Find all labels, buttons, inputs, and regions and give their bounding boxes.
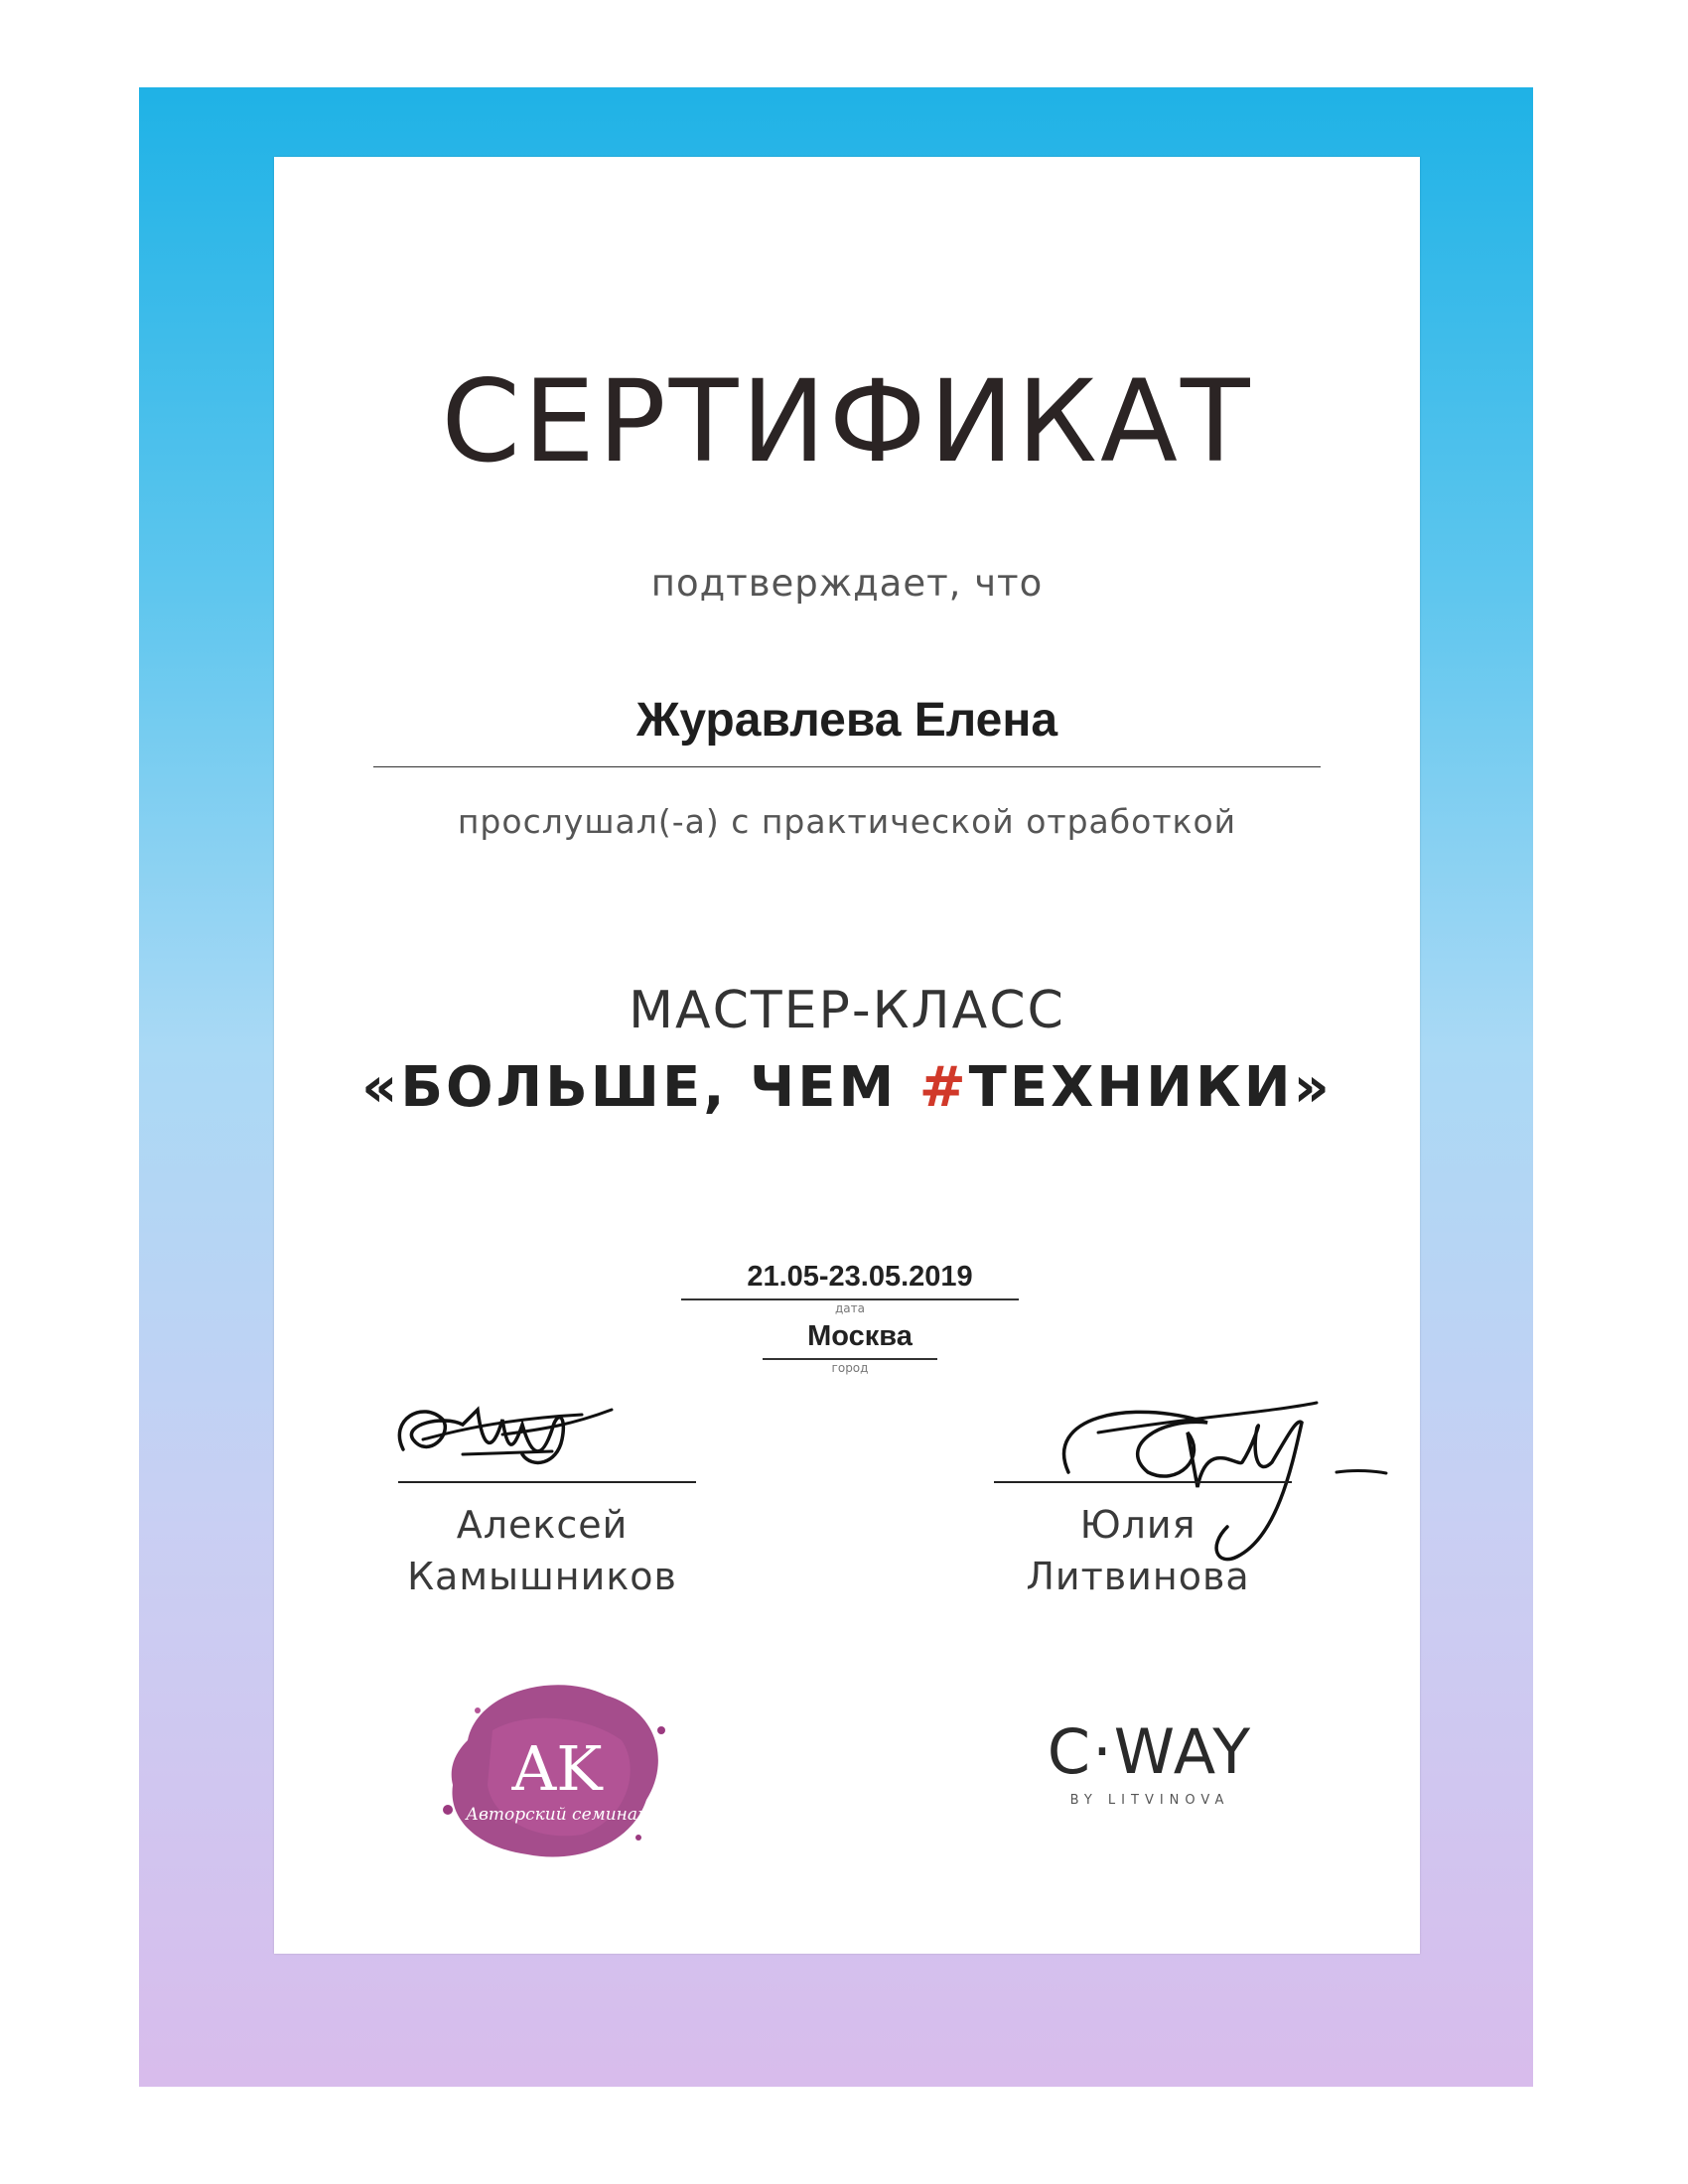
cway-logo: C·WAY: [1047, 1715, 1253, 1788]
signatory-left: [363, 1499, 721, 1602]
ak-logo-monogram: AK: [511, 1732, 603, 1805]
signature-line-left: [398, 1481, 696, 1483]
date-value: 21.05-23.05.2019: [747, 1261, 973, 1293]
city-underline: [763, 1358, 937, 1360]
cway-logo-subtitle: BY LITVINOVA: [1069, 1793, 1230, 1808]
date-caption: дата: [835, 1301, 865, 1315]
ak-logo-script: Авторский семинар: [466, 1805, 648, 1825]
course-title: [274, 1055, 1420, 1120]
certificate-title: СЕРТИФИКАТ: [441, 355, 1253, 487]
recipient-name: Журавлева Елена: [635, 694, 1058, 747]
course-title-open: «БОЛЬШЕ, ЧЕМ: [361, 1055, 919, 1120]
certificate-sheet: [274, 157, 1420, 1954]
city-value: Москва: [807, 1320, 913, 1352]
signature-left: [383, 1380, 641, 1489]
signatory-right-first-name: Юлия: [1079, 1503, 1196, 1547]
course-title-hash: #: [918, 1055, 969, 1120]
date-underline: [681, 1298, 1019, 1300]
city-caption: город: [831, 1361, 869, 1375]
course-title-close: ТЕХНИКИ»: [968, 1055, 1333, 1120]
name-underline: [373, 766, 1321, 767]
signatory-right: [959, 1499, 1317, 1602]
signatory-right-last-name: Литвинова: [1026, 1555, 1250, 1598]
ak-logo: [408, 1671, 686, 1869]
confirms-text: подтверждает, что: [650, 562, 1044, 605]
signature-line-right: [994, 1481, 1292, 1483]
signatory-left-first-name: Алексей: [456, 1503, 629, 1547]
signatory-left-last-name: Камышников: [407, 1555, 677, 1598]
course-type: МАСТЕР-КЛАСС: [629, 981, 1065, 1040]
attended-text: прослушал(-а) с практической отработкой: [457, 802, 1237, 841]
